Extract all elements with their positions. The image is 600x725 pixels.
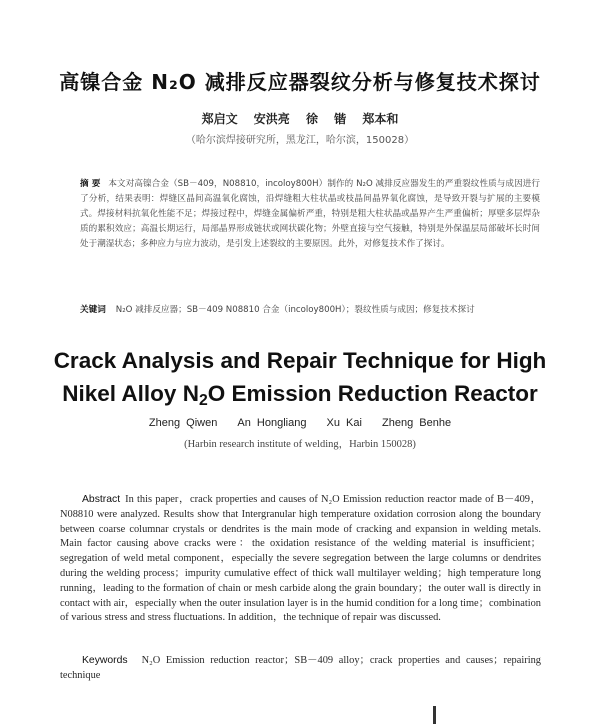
zh-author-4: 郑本和 — [362, 112, 399, 126]
chinese-title: 高镍合金 N₂O 减排反应器裂纹分析与修复技术探讨 — [59, 70, 541, 94]
en-author-2: An Hongliang — [237, 417, 307, 429]
en-author-1: Zheng Qiwen — [148, 417, 218, 429]
en-author-3: Xu Kai — [326, 417, 362, 429]
english-keywords — [60, 653, 541, 683]
english-title — [0, 344, 600, 417]
chinese-authors — [0, 110, 600, 127]
chinese-abstract-text: 本文对高镍合金（SB－409，N08810，incoloy800H）制作的 N₂O 减排反应器发生的严重裂纹性质与成因进行了分析，结果表明：焊缝区晶间高温氧化腐蚀，沿焊缝粗大柱状晶或枝晶间晶界氧化腐蚀，是导致开裂与扩展的主要模式。焊接材料抗氧化性能不足；焊接过程中，焊缝金属偏析严重，特别是粗大柱状晶或晶界产生严重偏析；厚壁多层焊杂质的累积效应；高温长期运行，局部晶界形成链状或网状碳化物；外壁直接与空气接触，特别是外保温层局部破坏长时间处于潮湿状态；多种应力与应力波动，是引发上述裂纹的主要原因。此外，对修复技术作了探讨。 — [80, 179, 540, 249]
zh-author-2: 安洪亮 — [253, 112, 290, 126]
chinese-keywords-label: 关键词 — [80, 305, 106, 315]
chinese-abstract-label: 摘 要 — [80, 179, 101, 189]
english-title-line-1: Crack Analysis and Repair Technique for High — [53, 348, 547, 373]
english-abstract-text: In this paper，crack properties and causes of N₂O Emission reduction reactor made of B－409，N08810 were analyzed. Results show that Intergranular high temperature oxidation corrosion along the boundary between coarse columnar crystals or dendrites is the main mode of cracking and expansion in welding metals. Main factor causing above cracks were：the oxidation resistance of the welding material is insufficient；segregation of weld metal component，especially the severe segregation between the large columns or dendrites during the welding process；impurity cumulative effect of thick wall multilayer welding；high temperature long running，leading to the formation of chain or mesh carbide along the grain boundary；the outer wall is directly in contact with air，especially when the outer insulation layer is in the humid condition for a long time；combination of various stress and stress fluctuations. In addition，the technique of repair was discussed. — [60, 494, 541, 624]
english-abstract-label: Abstract — [82, 494, 121, 505]
english-authors — [0, 417, 600, 429]
zh-author-3: 徐 锴 — [306, 112, 347, 126]
english-title-line-2 — [0, 377, 600, 417]
english-affiliation: (Harbin research institute of welding，Harbin 150028) — [184, 439, 416, 450]
en-author-4: Zheng Benhe — [382, 417, 452, 429]
english-title-line-2-end: O Emission Reduction Reactor — [207, 381, 538, 406]
scan-artifact — [433, 706, 436, 724]
chinese-abstract — [80, 177, 540, 252]
chinese-keywords-text: N₂O 减排反应器；SB－409 N08810 合金（incoloy800H）；裂纹性质与成因；修复技术探讨 — [115, 305, 475, 315]
english-keywords-text: N₂O Emission reduction reactor；SB－409 alloy；crack properties and causes；repairing technique — [60, 655, 541, 681]
english-title-subscript: 2 — [198, 391, 208, 409]
chinese-keywords — [80, 303, 540, 317]
chinese-affiliation: （哈尔滨焊接研究所，黑龙江，哈尔滨，150028） — [185, 135, 415, 146]
english-abstract — [60, 493, 541, 626]
zh-author-1: 郑启文 — [201, 112, 238, 126]
english-keywords-label: Keywords — [82, 655, 128, 666]
english-title-line-2-start: Nikel Alloy N — [62, 381, 199, 406]
